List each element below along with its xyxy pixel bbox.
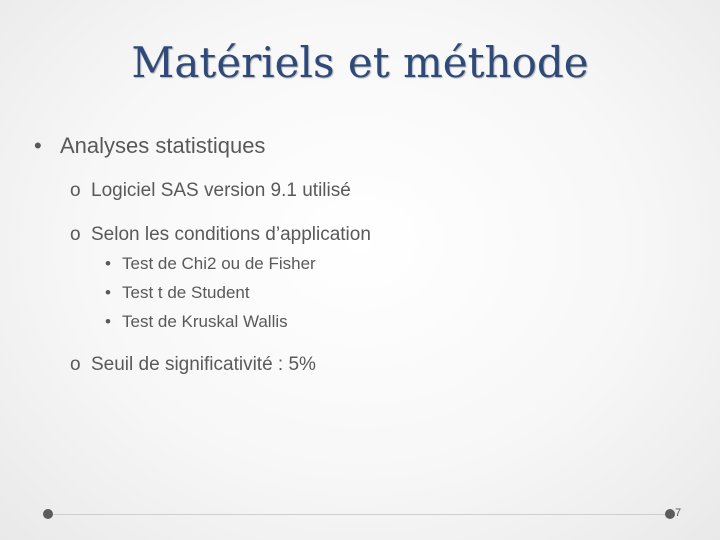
footer-dot-right (665, 509, 675, 519)
bullet-marker: • (105, 283, 111, 302)
subsubbullet-chi2 (105, 254, 316, 274)
bullet-marker: • (34, 133, 42, 158)
subsubbullet-student (105, 283, 250, 303)
bullet-analyses-statistiques (34, 133, 265, 159)
bullet-text: Seuil de significativité : 5% (91, 354, 316, 375)
bullet-marker: o (70, 180, 81, 201)
bullet-marker: o (70, 224, 81, 245)
subbullet-seuil (70, 354, 316, 376)
bullet-text: Logiciel SAS version 9.1 utilisé (91, 180, 351, 201)
bullet-text: Selon les conditions d’application (91, 224, 371, 245)
subsubbullet-kruskal (105, 312, 288, 332)
footer-divider (48, 514, 674, 515)
bullet-marker: o (70, 354, 81, 375)
slide-title: Matériels et méthode (131, 38, 589, 87)
bullet-text: Test de Kruskal Wallis (122, 312, 288, 331)
bullet-marker: • (105, 254, 111, 273)
subbullet-logiciel (70, 180, 351, 202)
bullet-text: Analyses statistiques (60, 133, 266, 158)
subbullet-conditions (70, 224, 371, 246)
bullet-marker: • (105, 312, 111, 331)
bullet-text: Test de Chi2 ou de Fisher (122, 254, 316, 273)
footer-dot-left (43, 509, 53, 519)
page-number: 7 (675, 507, 682, 519)
bullet-text: Test t de Student (122, 283, 250, 302)
